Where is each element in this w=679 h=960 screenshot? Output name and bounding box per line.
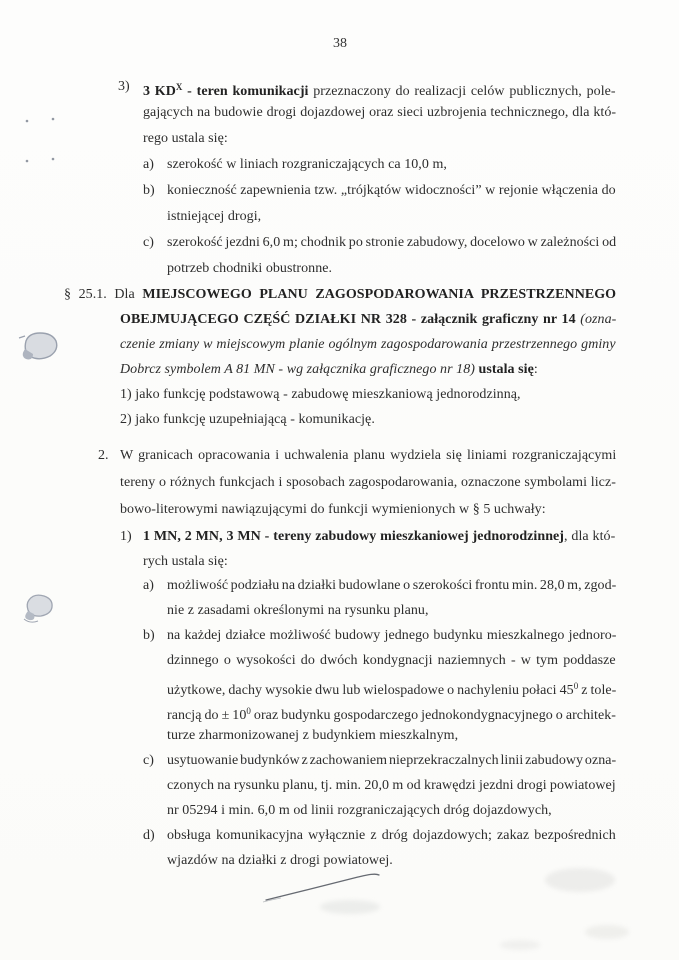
- text-line: czonych na rysunku planu, tj. min. 20,0 m od krawędzi jezdni drogi powiatowej: [167, 778, 616, 793]
- text-line: nr 05294 i min. 6,0 m od linii rozgraniczających dróg dojazdowych,: [167, 803, 552, 818]
- margin-dots: [26, 118, 55, 163]
- text-line: rych ustala się:: [143, 554, 228, 569]
- text-line: nie z zasadami określonymi na rysunku planu,: [167, 603, 429, 618]
- page-number: 38: [333, 36, 347, 51]
- text-line: c): [143, 753, 154, 768]
- text-line: konieczność zapewnienia tzw. „trójkątów widoczności” w rejonie włączenia do: [167, 183, 616, 198]
- text-line: 3): [118, 79, 130, 94]
- text-line: 2) jako funkcję uzupełniającą - komunikację.: [120, 412, 375, 427]
- text-line: 1): [120, 529, 132, 544]
- text-line: istniejącej drogi,: [167, 209, 262, 224]
- text-line: 1 MN, 2 MN, 3 MN - tereny zabudowy mieszkaniowej jednorodzinnej, dla któ-: [143, 529, 616, 544]
- text-line: użytkowe, dachy wysokie dwu lub wielospadowe o nachyleniu połaci $45^0$ z tole-: [167, 681, 617, 698]
- text-line: b): [143, 628, 155, 643]
- text-line: turze zharmonizowanej z budynkiem mieszkalnym,: [167, 728, 459, 743]
- text-line: usytuowanie budynków z zachowaniem nieprzekraczalnych linii zabudowy ozna-: [167, 753, 617, 768]
- ink-blot-lower: [24, 595, 52, 622]
- text-line: potrzeb chodniki obustronne.: [167, 261, 333, 276]
- text-line: 2.: [98, 448, 109, 463]
- text-line: obsługa komunikacyjna wyłącznie z dróg dojazdowych; zakaz bezpośrednich: [167, 828, 616, 843]
- text-line: tereny o różnych funkcjach i sposobach zagospodarowania, oznaczone symbolami licz-: [120, 475, 616, 490]
- text-line: § 25.1. Dla MIEJSCOWEGO PLANU ZAGOSPODAROWANIA PRZESTRZENNEGO: [64, 287, 617, 302]
- scan-smudge: [320, 900, 380, 914]
- text-line: a): [143, 578, 154, 593]
- text-line: szerokość jezdni 6,0 m; chodnik po stronie zabudowy, docelowo w zależności od: [167, 235, 617, 250]
- text-line: OBEJMUJĄCEGO CZĘŚĆ DZIAŁKI NR 328 - załącznik graficzny nr 14 (ozna-: [120, 312, 617, 327]
- text-line: rego ustala się:: [143, 131, 228, 146]
- text-line: b): [143, 183, 155, 198]
- text-line: a): [143, 157, 154, 172]
- text-line: c): [143, 235, 154, 250]
- text-line: dzinnego o wysokości do dwóch kondygnacji naziemnych - w tym poddasze: [167, 653, 616, 668]
- text-line: gających na budowie drogi dojazdowej oraz sieci uzbrojenia technicznego, dla któ-: [143, 105, 617, 120]
- ink-blot-upper: [19, 333, 57, 359]
- text-line: szerokość w liniach rozgraniczających ca 10,0 m,: [167, 157, 447, 172]
- scan-smudge: [585, 925, 629, 939]
- text-line: Dobrcz symbolem A 81 MN - wg załącznika graficznego nr 18) ustala się:: [120, 362, 538, 377]
- scan-smudge: [545, 868, 615, 892]
- text-line: na każdej działce możliwość budowy jednego budynku mieszkalnego jednoro-: [167, 628, 617, 643]
- text-line: 1) jako funkcję podstawową - zabudowę mieszkaniową jednorodzinną,: [120, 387, 521, 402]
- text-line: d): [143, 828, 155, 843]
- scan-smudge: [500, 940, 540, 950]
- text-line: 3 $KD^X$ - teren komunikacji przeznaczony do realizacji celów publicznych, pole-: [143, 82, 616, 99]
- text-line: możliwość podziału na działki budowlane o szerokości frontu min. 28,0 m, zgod-: [167, 578, 617, 593]
- text-line: W granicach opracowania i uchwalenia planu wydziela się liniami rozgraniczającymi: [120, 448, 617, 463]
- text-line: wjazdów na działki z drogi powiatowej.: [167, 853, 393, 868]
- text-line: bowo-literowymi nawiązującymi do funkcji wymienionych w § 5 uchwały:: [120, 502, 546, 517]
- text-line: czenie zmiany w miejscowym planie ogólnym zagospodarowania przestrzennego gminy: [120, 337, 616, 352]
- text-line: rancją do ± $10^0$ oraz budynku gospodarczego jednokondygnacyjnego o architek-: [167, 706, 617, 723]
